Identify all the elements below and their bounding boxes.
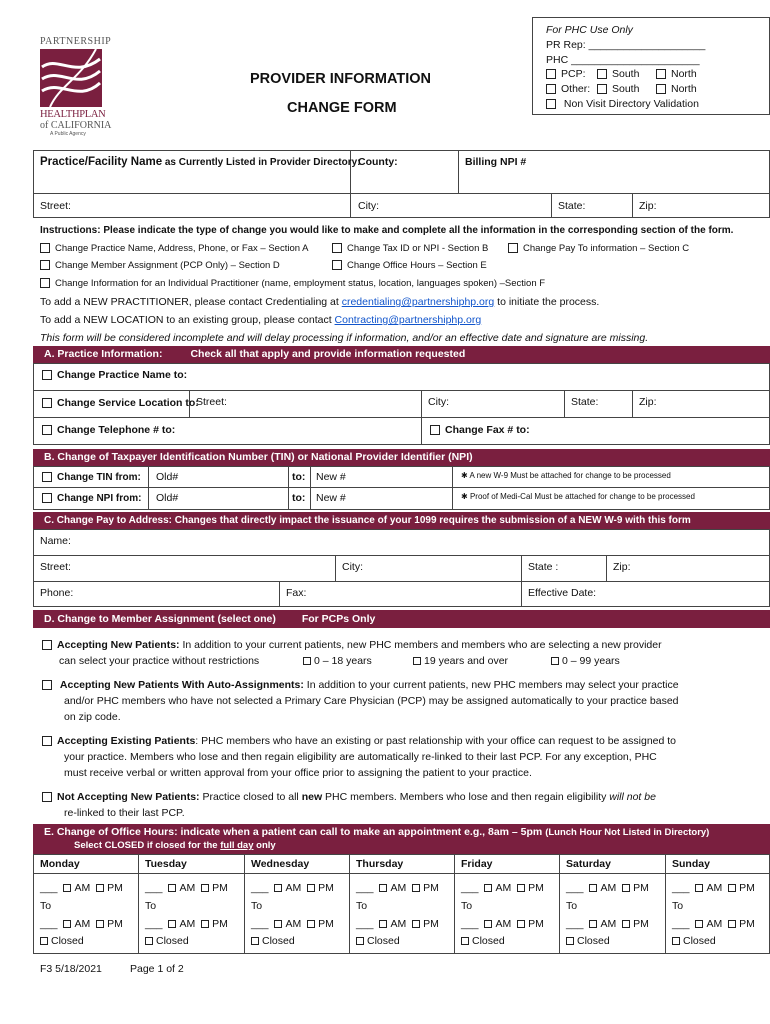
pm-checkbox[interactable]	[517, 884, 525, 892]
nonvisit-checkbox[interactable]	[546, 99, 556, 109]
option-d: Change Member Assignment (PCP Only) – Section D	[40, 260, 280, 271]
not-accepting-checkbox[interactable]	[42, 792, 52, 802]
pm-checkbox[interactable]	[307, 884, 315, 892]
closed-checkbox[interactable]	[566, 937, 574, 945]
pm-checkbox[interactable]	[96, 920, 104, 928]
closed-option: Closed	[356, 935, 400, 947]
closed-checkbox[interactable]	[672, 937, 680, 945]
page-number: Page 1 of 2	[130, 963, 184, 975]
close-time-row: ___ AM PM	[461, 918, 544, 930]
new-practitioner-note: To add a NEW PRACTITIONER, please contact Credentialing at credentialing@partnershiphp.org to initiate the process.	[40, 296, 600, 308]
section-c-header: C. Change Pay to Address: Changes that directly impact the issuance of your 1099 requires the submission of a NEW W-9 with this form	[33, 512, 770, 529]
closed-checkbox[interactable]	[251, 937, 259, 945]
incomplete-warning: This form will be considered incomplete and will delay processing if information, and/or an effective date and signature are missing.	[40, 332, 649, 344]
not-accepting-line2: re-linked to their last PCP.	[64, 807, 185, 819]
section-b-header: B. Change of Taxpayer Identification Number (TIN) or National Provider Identifier (NPI)	[33, 449, 770, 466]
section-c-table	[33, 529, 770, 607]
street-label: Street:	[40, 200, 71, 212]
am-checkbox[interactable]	[168, 884, 176, 892]
c-fax-label: Fax:	[286, 587, 307, 599]
existing-patients-checkbox[interactable]	[42, 736, 52, 746]
option-e-checkbox[interactable]	[332, 260, 342, 270]
zip-label: Zip:	[639, 200, 657, 212]
not-accepting: Not Accepting New Patients: Practice closed to all new PHC members. Members who lose and then regain eligibility will not be	[42, 791, 656, 803]
open-time-row: ___ AM PM	[566, 882, 649, 894]
am-checkbox[interactable]	[589, 920, 597, 928]
to-label: To	[356, 900, 368, 912]
npi-to-label: to:	[292, 492, 306, 504]
tin-old-label: Old#	[156, 471, 179, 483]
age-19-over: 19 years and over	[410, 655, 508, 667]
closed-option: Closed	[461, 935, 505, 947]
pm-checkbox[interactable]	[201, 920, 209, 928]
c-state-label: State :	[528, 561, 559, 573]
auto-assignments: Accepting New Patients With Auto-Assignments: In addition to your current patients, new PHC members may select your practice	[42, 679, 679, 691]
closed-option: Closed	[566, 935, 610, 947]
form-title-line2: CHANGE FORM	[287, 100, 397, 116]
close-time-row: ___ AM PM	[145, 918, 228, 930]
phc-logo: PARTNERSHIP HEALTHPLAN of CALIFORNIA A Public Agency	[40, 36, 112, 137]
age-0-99: 0 – 99 years	[548, 655, 620, 667]
age-0-18-checkbox[interactable]	[303, 657, 311, 665]
asterisk-icon: ✱	[461, 492, 468, 501]
option-a: Change Practice Name, Address, Phone, or Fax – Section A	[40, 243, 308, 254]
a-zip-label: Zip:	[639, 396, 657, 408]
option-d-checkbox[interactable]	[40, 260, 50, 270]
practice-name-label: Practice/Facility Name as Currently Listed in Provider Directory:	[40, 156, 361, 168]
open-time-row: ___ AM PM	[251, 882, 334, 894]
to-label: To	[40, 900, 52, 912]
change-npi-checkbox[interactable]	[42, 493, 52, 503]
pcp-row: PCP:	[546, 68, 586, 80]
other-south: South	[597, 83, 639, 95]
day-header: Tuesday	[145, 858, 187, 870]
closed-option: Closed	[40, 935, 84, 947]
change-service-location-checkbox[interactable]	[42, 398, 52, 408]
close-time-row: ___ AM PM	[672, 918, 755, 930]
accepting-new-patients: Accepting New Patients: In addition to your current patients, new PHC members and members who are selecting a new provider	[42, 639, 662, 651]
option-e: Change Office Hours – Section E	[332, 260, 487, 271]
day-header: Thursday	[356, 858, 404, 870]
pm-checkbox[interactable]	[412, 920, 420, 928]
closed-option: Closed	[672, 935, 716, 947]
pcp-south-checkbox[interactable]	[597, 69, 607, 79]
pcp-north: North	[656, 68, 697, 80]
am-checkbox[interactable]	[589, 884, 597, 892]
county-label: County:	[358, 156, 398, 168]
closed-checkbox[interactable]	[40, 937, 48, 945]
other-checkbox[interactable]	[546, 84, 556, 94]
to-label: To	[251, 900, 263, 912]
phc-use-title: For PHC Use Only	[546, 24, 633, 36]
to-label: To	[461, 900, 473, 912]
instructions-lead: Instructions: Please indicate the type of change you would like to make and complete all the information in the corresponding section of the form.	[40, 225, 734, 236]
auto-assignments-checkbox[interactable]	[42, 680, 52, 690]
state-label: State:	[558, 200, 586, 212]
existing-patients-line2: your practice. Members who lose and then regain eligibility are automatically re-linked to their last PCP. For any exception, PHC	[64, 751, 657, 763]
pm-checkbox[interactable]	[517, 920, 525, 928]
option-c-checkbox[interactable]	[508, 243, 518, 253]
option-b-checkbox[interactable]	[332, 243, 342, 253]
age-19-over-checkbox[interactable]	[413, 657, 421, 665]
a-street-label: Street:	[196, 396, 227, 408]
am-checkbox[interactable]	[695, 884, 703, 892]
change-telephone-checkbox[interactable]	[42, 425, 52, 435]
city-label: City:	[358, 200, 379, 212]
medi-cal-note: ✱ Proof of Medi-Cal Must be attached for change to be processed	[461, 492, 695, 501]
c-zip-label: Zip:	[613, 561, 631, 573]
closed-checkbox[interactable]	[145, 937, 153, 945]
w9-note: ✱ A new W-9 Must be attached for change to be processed	[461, 471, 671, 480]
am-checkbox[interactable]	[63, 884, 71, 892]
closed-option: Closed	[251, 935, 295, 947]
contracting-email-link[interactable]: Contracting@partnershiphp.org	[334, 314, 482, 326]
day-header: Sunday	[672, 858, 710, 870]
new-location-note: To add a NEW LOCATION to an existing group, please contact Contracting@partnershiphp.org	[40, 314, 482, 326]
am-checkbox[interactable]	[484, 920, 492, 928]
billing-npi-label: Billing NPI #	[465, 156, 527, 168]
open-time-row: ___ AM PM	[672, 882, 755, 894]
option-f-checkbox[interactable]	[40, 278, 50, 288]
form-title: PROVIDER INFORMATION	[250, 71, 431, 87]
am-checkbox[interactable]	[379, 920, 387, 928]
closed-checkbox[interactable]	[356, 937, 364, 945]
other-row: Other:	[546, 83, 590, 95]
phc-field: PHC ______________________	[546, 54, 700, 66]
change-tin: Change TIN from:	[42, 472, 141, 483]
closed-option: Closed	[145, 935, 189, 947]
day-header: Wednesday	[251, 858, 310, 870]
pm-checkbox[interactable]	[728, 920, 736, 928]
day-header: Saturday	[566, 858, 611, 870]
pm-checkbox[interactable]	[622, 920, 630, 928]
credentialing-email-link[interactable]: credentialing@partnershiphp.org	[341, 296, 495, 308]
auto-assignments-line2: and/or PHC members who have not selected a Primary Care Physician (PCP) may be assigned automatically to your practice based	[64, 695, 679, 707]
a-city-label: City:	[428, 396, 449, 408]
asterisk-icon: ✱	[461, 471, 468, 480]
am-checkbox[interactable]	[168, 920, 176, 928]
pcp-checkbox[interactable]	[546, 69, 556, 79]
closed-checkbox[interactable]	[461, 937, 469, 945]
am-checkbox[interactable]	[484, 884, 492, 892]
a-state-label: State:	[571, 396, 599, 408]
form-code: F3 5/18/2021	[40, 963, 102, 975]
option-a-checkbox[interactable]	[40, 243, 50, 253]
c-street-label: Street:	[40, 561, 71, 573]
to-label: To	[672, 900, 684, 912]
pm-checkbox[interactable]	[96, 884, 104, 892]
c-name-label: Name:	[40, 535, 71, 547]
accepting-new-patients-checkbox[interactable]	[42, 640, 52, 650]
change-telephone: Change Telephone # to:	[42, 424, 175, 436]
logo-emblem-icon	[40, 49, 102, 107]
close-time-row: ___ AM PM	[40, 918, 123, 930]
am-checkbox[interactable]	[274, 920, 282, 928]
other-south-checkbox[interactable]	[597, 84, 607, 94]
change-fax-checkbox[interactable]	[430, 425, 440, 435]
auto-assignments-line3: on zip code.	[64, 711, 121, 723]
change-tin-checkbox[interactable]	[42, 472, 52, 482]
section-d-header: D. Change to Member Assignment (select one) For PCPs Only	[33, 610, 770, 628]
change-npi: Change NPI from:	[42, 493, 141, 504]
am-checkbox[interactable]	[695, 920, 703, 928]
close-time-row: ___ AM PM	[251, 918, 334, 930]
am-checkbox[interactable]	[379, 884, 387, 892]
existing-patients-line3: must receive verbal or written approval from your office prior to assigning the patient to your practice.	[64, 767, 532, 779]
am-checkbox[interactable]	[63, 920, 71, 928]
pm-checkbox[interactable]	[412, 884, 420, 892]
change-service-location: Change Service Location to:	[42, 397, 199, 409]
open-time-row: ___ AM PM	[145, 882, 228, 894]
am-checkbox[interactable]	[274, 884, 282, 892]
pm-checkbox[interactable]	[728, 884, 736, 892]
c-effective-date-label: Effective Date:	[528, 587, 597, 599]
option-c: Change Pay To information – Section C	[508, 243, 689, 254]
npi-new-label: New #	[316, 492, 346, 504]
npi-old-label: Old#	[156, 492, 179, 504]
age-0-18: 0 – 18 years	[300, 655, 372, 667]
nonvisit-row: Non Visit Directory Validation	[546, 98, 699, 110]
change-fax: Change Fax # to:	[430, 424, 530, 436]
tin-new-label: New #	[316, 471, 346, 483]
section-e-header: E. Change of Office Hours: indicate when a patient can call to make an appointment e.g., 8am – 5pm (Lunch Hour Not Listed in Directory) Select CLOSED if closed for the full day only	[33, 824, 770, 854]
pcp-north-checkbox[interactable]	[656, 69, 666, 79]
to-label: To	[566, 900, 578, 912]
close-time-row: ___ AM PM	[566, 918, 649, 930]
pm-checkbox[interactable]	[201, 884, 209, 892]
pr-rep-field: PR Rep: ____________________	[546, 39, 706, 51]
day-header: Monday	[40, 858, 80, 870]
age-0-99-checkbox[interactable]	[551, 657, 559, 665]
existing-patients: Accepting Existing Patients: PHC members who have an existing or past relationship with your office can request to be assigned to	[42, 735, 676, 747]
day-header: Friday	[461, 858, 493, 870]
open-time-row: ___ AM PM	[40, 882, 123, 894]
change-practice-name: Change Practice Name to:	[42, 369, 187, 381]
option-b: Change Tax ID or NPI - Section B	[332, 243, 488, 254]
section-a-header: A. Practice Information: Check all that apply and provide information requested	[33, 346, 770, 363]
tin-to-label: to:	[292, 471, 306, 483]
other-north-checkbox[interactable]	[656, 84, 666, 94]
option-f: Change Information for an Individual Practitioner (name, employment status, location, languages spoken) –Section F	[40, 278, 545, 289]
pm-checkbox[interactable]	[307, 920, 315, 928]
c-phone-label: Phone:	[40, 587, 74, 599]
other-north: North	[656, 83, 697, 95]
c-city-label: City:	[342, 561, 363, 573]
pm-checkbox[interactable]	[622, 884, 630, 892]
change-practice-name-checkbox[interactable]	[42, 370, 52, 380]
pcp-south: South	[597, 68, 639, 80]
open-time-row: ___ AM PM	[356, 882, 439, 894]
close-time-row: ___ AM PM	[356, 918, 439, 930]
accepting-new-patients-line2: can select your practice without restrictions	[59, 655, 260, 667]
open-time-row: ___ AM PM	[461, 882, 544, 894]
to-label: To	[145, 900, 157, 912]
